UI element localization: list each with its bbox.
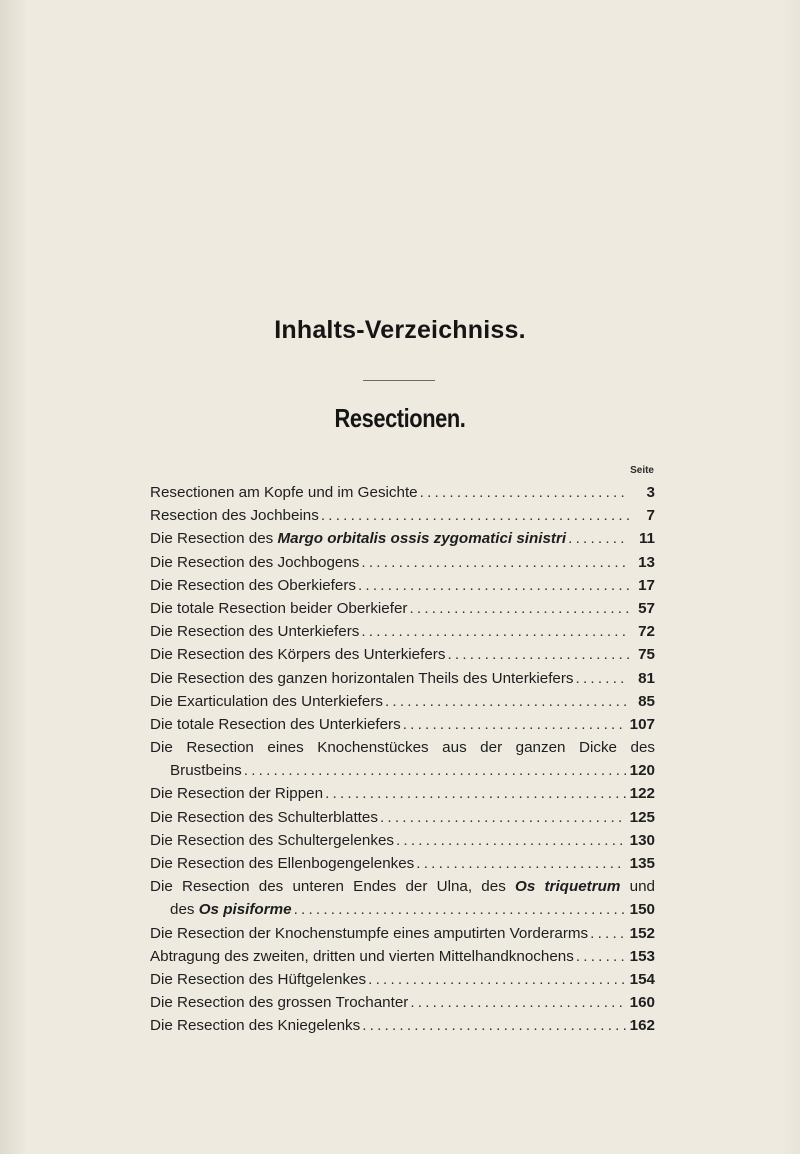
toc-entry xyxy=(150,643,655,666)
toc-entry-page: 57 xyxy=(638,599,655,617)
toc-entry xyxy=(150,690,655,713)
toc-entry xyxy=(150,829,655,852)
leader-dots xyxy=(321,504,629,527)
leader-dots xyxy=(420,481,629,504)
toc-entry-title: Die Resection des Schultergelenkes xyxy=(150,831,394,849)
leader-dots xyxy=(368,968,626,991)
toc-entry-title: Die Resection des Kniegelenks xyxy=(150,1017,361,1035)
leader-dots xyxy=(362,1014,625,1037)
leader-dots xyxy=(568,527,629,550)
toc-entry-prefix: Die Resection des xyxy=(150,530,278,548)
toc-entry xyxy=(150,667,655,690)
toc-entry-page: 152 xyxy=(629,924,655,942)
toc-entry-page: 3 xyxy=(646,484,655,501)
toc-entry-prefix: Die Resection des unteren Endes der Ulna, des xyxy=(150,878,516,896)
toc-entry-latin-term: Margo orbitalis ossis zygomatici sinistri xyxy=(277,530,567,548)
page-column-label: Seite xyxy=(630,465,654,476)
toc-entry-title: Die Resection des Ellenbogengelenkes xyxy=(150,855,415,872)
toc-entry-title: Die Resection des Oberkiefers xyxy=(150,576,356,594)
toc-entry-page: 150 xyxy=(629,901,655,919)
leader-dots xyxy=(294,898,626,921)
toc-entry xyxy=(150,713,655,736)
toc-entry-title: Die totale Resection des Unterkiefers xyxy=(150,715,401,733)
leader-dots xyxy=(361,620,629,643)
toc-entry-page: 135 xyxy=(629,855,655,872)
leader-dots xyxy=(576,667,629,690)
toc-entry-page: 72 xyxy=(638,623,655,641)
toc-entry-title: Resectionen am Kopfe und im Gesichte xyxy=(150,484,418,501)
toc-entry-prefix: des xyxy=(170,901,199,919)
leader-dots xyxy=(576,945,626,968)
toc-entry xyxy=(150,968,655,991)
leader-dots xyxy=(380,806,626,829)
toc-entry xyxy=(150,597,655,620)
toc-entry-title: Die Resection des Jochbogens xyxy=(150,553,360,571)
toc-entry xyxy=(150,574,655,597)
toc-entry-title: Abtragung des zweiten, dritten und vierten Mittelhandknochens xyxy=(150,947,574,965)
toc-entry xyxy=(150,806,655,829)
title-divider xyxy=(363,380,435,381)
toc-entry-page: 130 xyxy=(629,831,655,849)
toc-entry-title: Die Resection des grossen Trochanter xyxy=(150,994,409,1012)
toc-entry xyxy=(150,527,655,550)
toc-entry-page: 11 xyxy=(638,530,655,548)
toc-entry xyxy=(150,620,655,643)
section-heading: Resectionen. xyxy=(334,403,466,433)
leader-dots xyxy=(358,574,629,597)
toc-entry-title-cont: Brustbeins xyxy=(170,762,242,780)
toc-entry xyxy=(150,991,655,1014)
toc-entry xyxy=(150,504,655,527)
toc-entry-page: 162 xyxy=(629,1017,655,1035)
toc-entry-title: Die Resection der Knochenstumpfe eines amputirten Vorderarms xyxy=(150,924,589,942)
leader-dots xyxy=(409,597,629,620)
leader-dots xyxy=(396,829,626,852)
toc-entry-page: 17 xyxy=(638,576,655,594)
toc-entry xyxy=(150,551,655,574)
toc-entry xyxy=(150,782,655,805)
toc-entry xyxy=(150,875,655,921)
leader-dots xyxy=(361,551,629,574)
leader-dots xyxy=(325,782,626,805)
toc-entry xyxy=(150,1014,655,1037)
toc-entry-title xyxy=(150,875,655,898)
toc-entry-page: 75 xyxy=(638,646,655,664)
leader-dots xyxy=(403,713,626,736)
toc-entry-title: Die Resection des Schulterblattes xyxy=(150,808,378,826)
toc-entry-title: Die totale Resection beider Oberkiefer xyxy=(150,599,408,617)
toc-entry xyxy=(150,945,655,968)
toc-entry-page: 120 xyxy=(629,762,655,780)
toc-entry-title: Die Resection des ganzen horizontalen Theils des Unterkiefers xyxy=(150,669,574,687)
leader-dots xyxy=(590,922,626,945)
toc-entry xyxy=(150,481,655,504)
leader-dots xyxy=(385,690,629,713)
toc-entry-page: 153 xyxy=(629,947,655,965)
toc-entry-page: 160 xyxy=(629,994,655,1012)
toc-entry-latin-term: Os pisiforme xyxy=(198,901,292,919)
toc-entry-title: Die Resection der Rippen xyxy=(150,785,324,803)
toc-entry-latin-term: Os triquetrum xyxy=(515,878,621,896)
toc-entry-title: Die Resection des Hüftgelenkes xyxy=(150,970,367,988)
page-title: Inhalts-Verzeichniss. xyxy=(274,316,526,344)
toc-entry-page: 122 xyxy=(629,785,655,803)
toc-entry-title: Die Resection des Körpers des Unterkiefers xyxy=(150,646,446,664)
leader-dots xyxy=(416,852,625,875)
leader-dots xyxy=(447,643,629,666)
toc-entry-continuation xyxy=(150,759,655,782)
toc-entry xyxy=(150,736,655,782)
toc-entry-title: Die Resection eines Knochenstückes aus der ganzen Dicke des xyxy=(150,739,655,757)
toc-entry xyxy=(150,922,655,945)
toc-entry-page: 7 xyxy=(646,507,655,525)
toc-entry-title-cont xyxy=(170,898,292,921)
toc-entry-page: 154 xyxy=(629,970,655,988)
table-of-contents xyxy=(150,481,655,1038)
toc-entry-page: 13 xyxy=(638,553,655,571)
toc-entry-page: 85 xyxy=(638,692,655,710)
toc-entry-title xyxy=(150,527,566,550)
toc-entry-page: 81 xyxy=(638,669,655,687)
leader-dots xyxy=(244,759,626,782)
leader-dots xyxy=(410,991,625,1014)
toc-entry-page: 125 xyxy=(629,808,655,826)
toc-entry-title: Die Resection des Unterkiefers xyxy=(150,623,360,641)
toc-entry-title: Resection des Jochbeins xyxy=(150,507,319,525)
toc-entry-continuation xyxy=(150,898,655,921)
toc-entry-title: Die Exarticulation des Unterkiefers xyxy=(150,692,383,710)
toc-entry-page: 107 xyxy=(629,715,655,733)
toc-entry-suffix: und xyxy=(620,878,655,896)
toc-entry xyxy=(150,852,655,875)
